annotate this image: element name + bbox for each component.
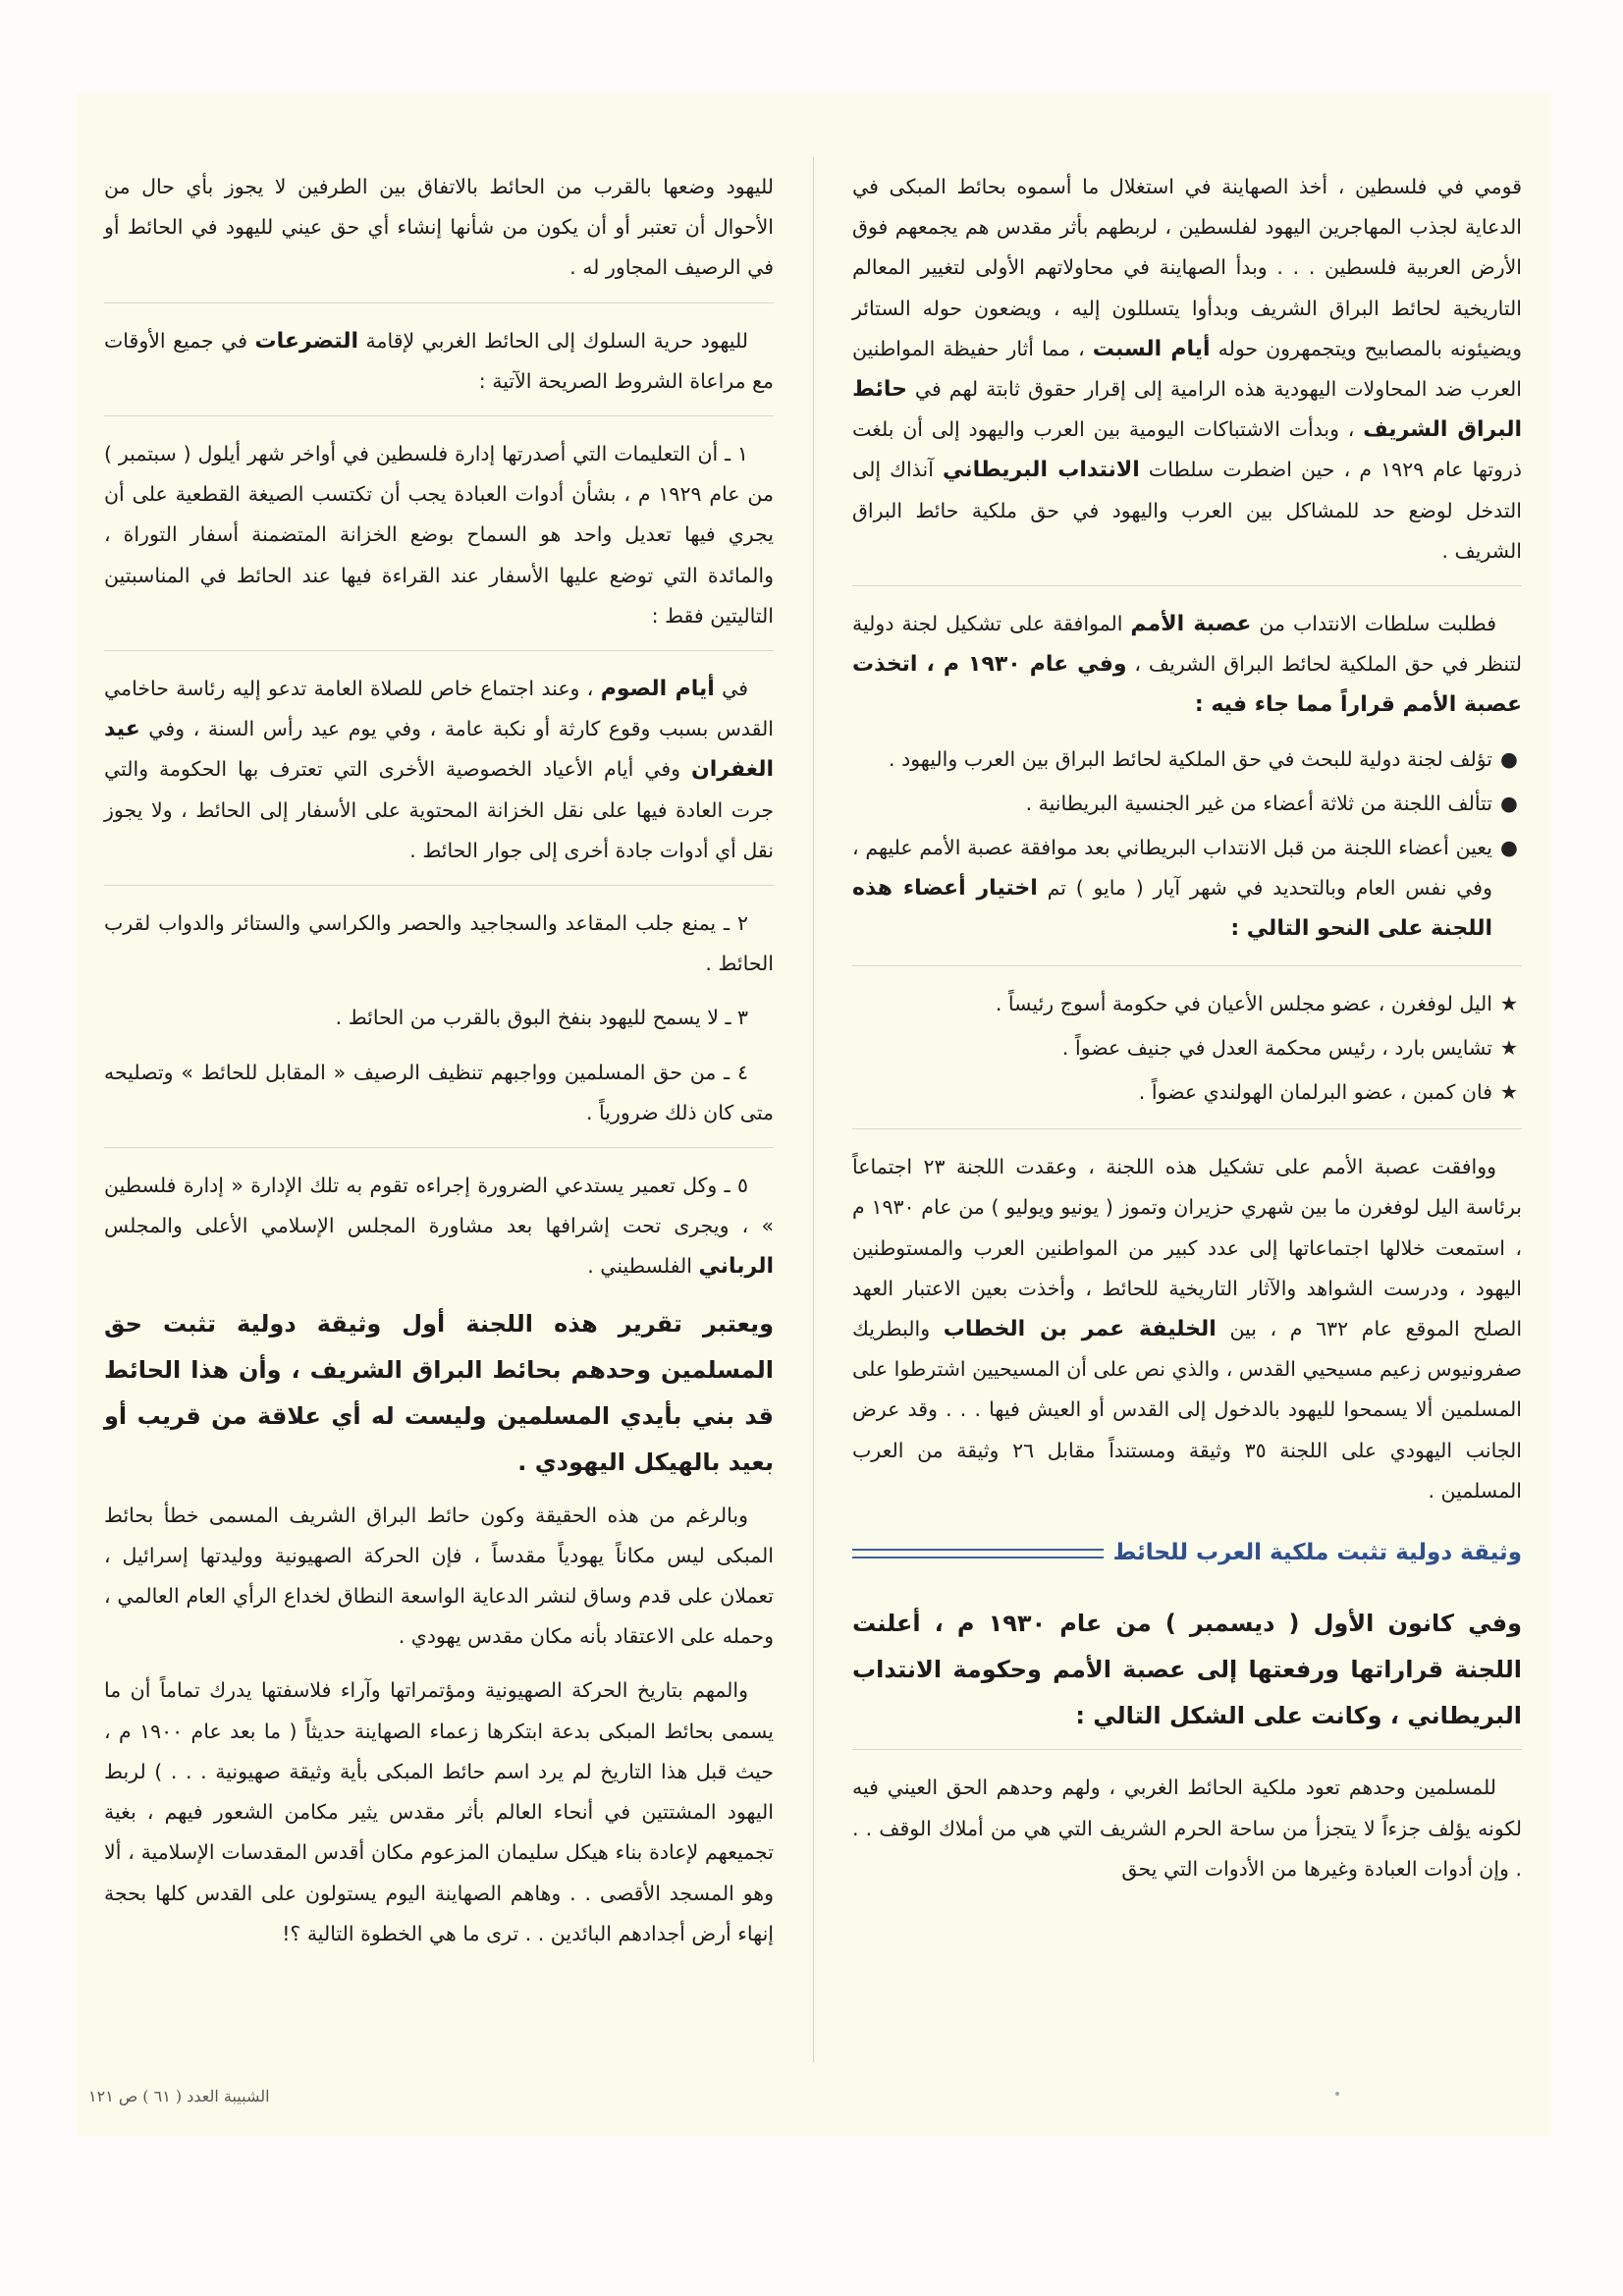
column-divider bbox=[813, 157, 814, 2062]
divider-line bbox=[852, 585, 1522, 586]
divider-line bbox=[104, 1147, 774, 1148]
bold-phrase: أيام الصوم bbox=[600, 677, 715, 702]
members-list bbox=[852, 984, 1522, 1114]
black-circle-bullet-icon: ● bbox=[1500, 836, 1518, 860]
paragraph: في أيام الصوم ، وعند اجتماع خاص للصلاة العامة تدعو إليه رئاسة حاخامي القدس بسبب وقوع كارثة أو نكبة عامة ، وفي يوم عيد رأس السنة ، وفي عيد الغفران وفي أيام الأعياد الخصوصية الأخرى التي تعترف بها الحكومة والتي جرت العادة فيها على نقل الخزانة المحتوية على الأسفار إلى الحائط ، ولا يجوز نقل أي أدوات جادة أخرى إلى جوار الحائط . bbox=[104, 677, 774, 862]
paragraph: ١ ـ أن التعليمات التي أصدرتها إدارة فلسطين في أواخر شهر أيلول ( سبتمبر ) من عام ١٩٢٩ م ، بشأن أدوات العبادة يجب أن تكتسب الصيغة القطعية على أن يجري فيها تعديل واحد هو السماح بوضع الخزانة المتضمنة أسفار التوراة ، والمائدة التي توضع عليها الأسفار عند القراءة فيها عند الحائط في المناسبتين التاليتين فقط : bbox=[104, 442, 775, 628]
list-item: ★ تشايس بارد ، رئيس محكمة العدل في جنيف عضواً . bbox=[852, 1028, 1522, 1068]
star-bullet-icon: ★ bbox=[1499, 991, 1519, 1015]
bold-phrase: وفي عام ١٩٣٠ م ، اتخذت عصبة الأمم قراراً مما جاء فيه : bbox=[852, 652, 1522, 718]
paragraph: ٥ ـ وكل تعمير يستدعي الضرورة إجراءه تقوم به تلك الإدارة « إدارة فلسطين » ، ويجرى تحت إشرافها بعد مشاورة المجلس الإسلامي الأعلى والمجلس الرباني الفلسطيني . bbox=[104, 1174, 774, 1280]
divider-line bbox=[852, 1749, 1522, 1750]
bold-phrase: الخليفة عمر بن الخطاب bbox=[943, 1317, 1217, 1342]
paragraph: للمسلمين وحدهم تعود ملكية الحائط الغربي ، ولهم وحدهم الحق العيني فيه لكونه يؤلف جزءاً لا يتجزأ من ساحة الحرم الشريف التي هي من أملاك الوقف . . . وإن أدوات العبادة وغيرها من الأدوات التي يحق bbox=[852, 1776, 1522, 1881]
paragraph: قومي في فلسطين ، أخذ الصهاينة في استغلال ما أسموه بحائط المبكى في الدعاية لجذب المهاجرين اليهود لفلسطين ، لربطهم بأثر مقدس هم يجمعهم فوق الأرض العربية فلسطين . . . وبدأ الصهاينة في محاولاتهم الأولى لتغيير المعالم التاريخية لحائط البراق الشريف وبدأوا يتسللون إليه ، ويضعون حوله الستائر ويضيئونه بالمصابيح ويتجمهرون حوله أيام السبت ، مما أثار حفيظة المواطنين العرب ضد المحاولات اليهودية هذه الرامية إلى إقرار حقوق ثابتة لهم في حائط البراق الشريف ، وبدأت الاشتباكات اليومية بين العرب واليهود إلى أن بلغت ذروتها عام ١٩٢٩ م ، حين اضطرت سلطات الانتداب البريطاني آنذاك إلى التدخل لوضع حد للمشاكل بين العرب واليهود في حق ملكية حائط البراق الشريف . bbox=[852, 175, 1522, 563]
bold-phrase: الرباني bbox=[698, 1254, 774, 1280]
bold-phrase: أيام السبت bbox=[1092, 336, 1211, 361]
paragraph: لليهود حرية السلوك إلى الحائط الغربي لإقامة التضرعات في جميع الأوقات مع مراعاة الشروط الصريحة الآتية : bbox=[104, 328, 774, 393]
list-item: ★ فان كمبن ، عضو البرلمان الهولندي عضواً . bbox=[852, 1072, 1522, 1113]
paragraph: وبالرغم من هذه الحقيقة وكون حائط البراق الشريف المسمى خطأ بحائط المبكى ليس مكاناً يهودياً مقدساً ، فإن الحركة الصهيونية ووليدتها إسرائيل ، تعملان على قدم وساق لنشر الدعاية الواسعة النطاق لخداع الرأي العام العالمي ، وحمله على الاعتقاد بأنه مكان مقدس يهودي . bbox=[104, 1503, 774, 1649]
divider-line bbox=[852, 965, 1522, 966]
star-bullet-icon: ★ bbox=[1499, 1080, 1519, 1105]
bold-phrase: الانتداب البريطاني bbox=[943, 458, 1140, 483]
black-circle-bullet-icon: ● bbox=[1500, 746, 1518, 771]
paragraph: ٤ ـ من حق المسلمين وواجبهم تنظيف الرصيف « المقابل للحائط » وتصليحه متى كان ذلك ضرورياً . bbox=[104, 1060, 774, 1124]
lead-paragraph: ويعتبر تقرير هذه اللجنة أول وثيقة دولية تثبت حق المسلمين وحدهم بحائط البراق الشريف ، وأن هذا الحائط قد بني بأيدي المسلمين وليست له أي علاقة من قريب أو بعيد بالهيكل اليهودي . bbox=[104, 1309, 774, 1476]
list-item: ● تتألف اللجنة من ثلاثة أعضاء من غير الجنسية البريطانية . bbox=[852, 784, 1522, 824]
decision-list bbox=[852, 739, 1522, 950]
divider-line bbox=[104, 885, 774, 886]
left-column bbox=[104, 167, 774, 1968]
star-bullet-icon: ★ bbox=[1499, 1035, 1519, 1060]
divider-line bbox=[852, 1128, 1522, 1129]
bold-phrase: حائط البراق الشريف bbox=[852, 377, 1522, 443]
divider-line bbox=[104, 415, 774, 416]
speck bbox=[1335, 2092, 1339, 2096]
paragraph: فطلبت سلطات الانتداب من عصبة الأمم الموافقة على تشكيل لجنة دولية لتنظر في حق الملكية لحائط البراق الشريف ، وفي عام ١٩٣٠ م ، اتخذت عصبة الأمم قراراً مما جاء فيه : bbox=[852, 612, 1523, 718]
paragraph: ٣ ـ لا يسمح لليهود بنفخ البوق بالقرب من الحائط . bbox=[335, 1006, 748, 1030]
section-heading bbox=[852, 1533, 1522, 1573]
right-column bbox=[852, 167, 1522, 1903]
bold-phrase: اختيار أعضاء هذه اللجنة على النحو التالي : bbox=[852, 876, 1492, 942]
paragraph: لليهود وضعها بالقرب من الحائط بالاتفاق بين الطرفين لا يجوز بأي حال من الأحوال أن تعتبر أو أن يكون من شأنها إنشاء أي حق عيني لليهود في الحائط أو في الرصيف المجاور له . bbox=[104, 175, 774, 280]
list-item: ● تؤلف لجنة دولية للبحث في حق الملكية لحائط البراق بين العرب واليهود . bbox=[852, 739, 1522, 780]
paragraph: ٢ ـ يمنع جلب المقاعد والسجاجيد والحصر والكراسي والستائر والدواب لقرب الحائط . bbox=[104, 911, 774, 976]
list-item: ★ اليل لوفغرن ، عضو مجلس الأعيان في حكومة أسوج رئيساً . bbox=[852, 984, 1522, 1024]
paragraph: ووافقت عصبة الأمم على تشكيل هذه اللجنة ، وعقدت اللجنة ٢٣ اجتماعاً برئاسة اليل لوفغرن ما بين شهري حزيران وتموز ( يونيو ويوليو ) من عام ١٩٣٠ م ، استمعت خلالها اجتماعاتها إلى عدد كبير من المواطنين العرب والمستوطنين اليهود ، ودرست الشواهد والآثار التاريخية للحائط ، وأخذت بعين الاعتبار العهد الصلح الموقع عام ٦٣٢ م ، بين الخليفة عمر بن الخطاب والبطريك صفرونيوس زعيم مسيحيي القدس ، والذي نص على أن المسيحيين اشترطوا على المسلمين ألا يسمحوا لليهود بالدخول إلى القدس أو العيش فيها . . . وقد عرض الجانب اليهودي على اللجنة ٣٥ وثيقة ومستنداً مقابل ٢٦ وثيقة من العرب المسلمين . bbox=[852, 1155, 1523, 1503]
divider-line bbox=[104, 302, 774, 303]
black-circle-bullet-icon: ● bbox=[1500, 791, 1518, 815]
page-footer: الشبيبة العدد ( ٦١ ) ص ١٢١ bbox=[88, 2087, 270, 2105]
divider-line bbox=[104, 650, 774, 651]
bold-phrase: التضرعات bbox=[254, 328, 359, 354]
bold-phrase: عصبة الأمم bbox=[1130, 612, 1252, 637]
section-title: وثيقة دولية تثبت ملكية العرب للحائط bbox=[1112, 1540, 1522, 1566]
heading-rule bbox=[852, 1549, 1104, 1558]
bold-phrase: عيد الغفران bbox=[104, 717, 774, 783]
lead-paragraph: وفي كانون الأول ( ديسمبر ) من عام ١٩٣٠ م ، أعلنت اللجنة قراراتها ورفعتها إلى عصبة الأمم وحكومة الانتداب البريطاني ، وكانت على الشكل التالي : bbox=[852, 1610, 1522, 1730]
list-item: ● يعين أعضاء اللجنة من قبل الانتداب البريطاني بعد موافقة عصبة الأمم عليهم ، وفي نفس العام وبالتحديد في شهر آيار ( مايو ) تم اختيار أعضاء هذه اللجنة على النحو التالي : bbox=[852, 828, 1522, 950]
paragraph: والمهم بتاريخ الحركة الصهيونية ومؤتمراتها وآراء فلاسفتها يدرك تماماً أن ما يسمى بحائط المبكى بدعة ابتكرها زعماء الصهاينة حديثاً ( ما بعد عام ١٩٠٠ م ، حيث قبل هذا التاريخ لم يرد اسم حائط المبكى بأية وثيقة صهيونية . . . ) لربط اليهود المشتتين في أنحاء العالم بأثر مقدس يثير مكامن الشعور فيهم ، بغية تجميعهم لإعادة بناء هيكل سليمان المزعوم مكان أقدس المقدسات الإسلامية ، ألا وهو المسجد الأقصى . . وهاهم الصهاينة اليوم يستولون على القدس كلها بحجة إنهاء أرض أجدادهم البائدين . . ترى ما هي الخطوة التالية ؟! bbox=[104, 1678, 774, 1945]
